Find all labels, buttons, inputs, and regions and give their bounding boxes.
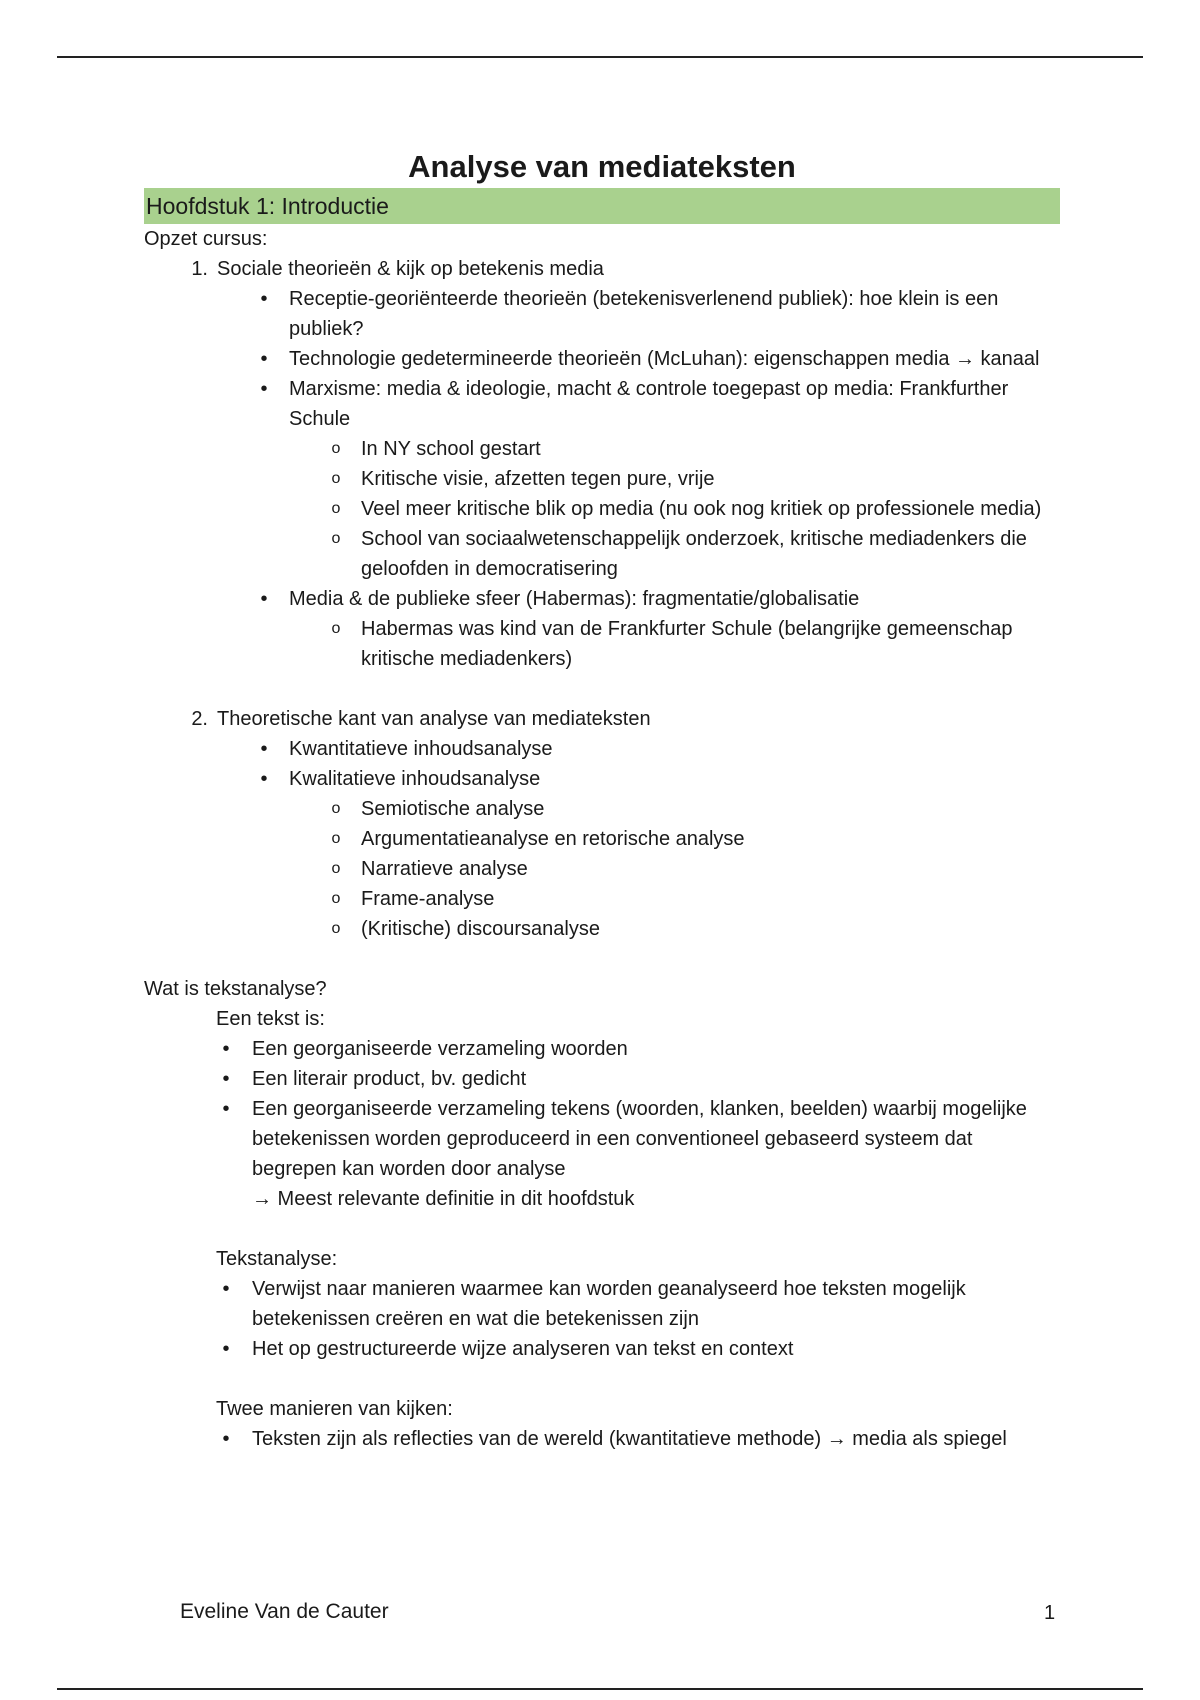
chapter-heading: Hoofdstuk 1: Introductie xyxy=(144,188,1060,224)
bullet-icon: • xyxy=(260,378,268,400)
circle-bullet-icon: o xyxy=(331,470,341,487)
list-item xyxy=(144,1424,1060,1454)
circle-bullet-icon: o xyxy=(331,800,341,817)
list-item-text: Een literair product, bv. gedicht xyxy=(252,1068,527,1090)
header-rule xyxy=(57,56,1143,58)
list-item xyxy=(144,374,1060,434)
sub-list-item xyxy=(144,794,1060,824)
list-item-text: Theoretische kant van analyse van mediateksten xyxy=(217,708,651,730)
spacer xyxy=(144,944,1060,974)
circle-bullet-icon: o xyxy=(331,920,341,937)
list-item-text: Een georganiseerde verzameling woorden xyxy=(252,1038,628,1060)
bullet-icon: • xyxy=(260,348,268,370)
list-item xyxy=(144,584,1060,614)
circle-bullet-icon: o xyxy=(331,620,341,637)
bullet-icon: • xyxy=(260,738,268,760)
intro-text: Een tekst is: xyxy=(216,1008,325,1030)
list-item-text: Media & de publieke sfeer (Habermas): fragmentatie/globalisatie xyxy=(289,588,860,610)
bullet-icon: • xyxy=(222,1278,230,1300)
section-heading-tekstanalyse: Tekstanalyse: xyxy=(216,1248,338,1270)
sub-list-item xyxy=(144,434,1060,464)
list-item-text: Teksten zijn als reflecties van de wereld (kwantitatieve methode) → media als spiegel xyxy=(252,1428,1007,1450)
list-item-text: Receptie-georiënteerde theorieën (betekenisverlenend publiek): hoe klein is een publiek? xyxy=(289,288,999,340)
list-item-text: Kritische visie, afzetten tegen pure, vrije xyxy=(361,468,715,490)
list-item-text: Kwantitatieve inhoudsanalyse xyxy=(289,738,553,760)
list-item-text: Narratieve analyse xyxy=(361,858,528,880)
bullet-icon: • xyxy=(260,288,268,310)
list-item xyxy=(144,764,1060,794)
footer-author: Eveline Van de Cauter xyxy=(180,1600,389,1623)
spacer xyxy=(144,1214,1060,1244)
sub-list-item xyxy=(144,614,1060,674)
list-item-text: Veel meer kritische blik op media (nu ook nog kritiek op professionele media) xyxy=(361,498,1042,520)
list-item-section-1 xyxy=(144,254,1060,284)
spacer xyxy=(144,674,1060,704)
list-item-text: Semiotische analyse xyxy=(361,798,545,820)
bullet-icon: • xyxy=(222,1428,230,1450)
list-item-text: Het op gestructureerde wijze analyseren van tekst en context xyxy=(252,1338,794,1360)
sub-list-item xyxy=(144,854,1060,884)
page-number: 1 xyxy=(1044,1602,1056,1624)
document-title: Analyse van mediateksten xyxy=(408,149,796,184)
list-item xyxy=(144,1274,1060,1334)
list-item-text: Technologie gedetermineerde theorieën (McLuhan): eigenschappen media → kanaal xyxy=(289,348,1040,370)
list-item-text: School van sociaalwetenschappelijk onderzoek, kritische mediadenkers die geloofden in democratisering xyxy=(361,528,1027,580)
section-heading-manieren: Twee manieren van kijken: xyxy=(216,1398,453,1420)
bullet-icon: • xyxy=(222,1098,230,1120)
definition-note: → Meest relevante definitie in dit hoofdstuk xyxy=(252,1188,635,1210)
list-item-text: Sociale theorieën & kijk op betekenis media xyxy=(217,258,604,280)
list-item-text: Marxisme: media & ideologie, macht & controle toegepast op media: Frankfurther Schule xyxy=(289,378,1009,430)
sub-list-item xyxy=(144,824,1060,854)
list-item xyxy=(144,1094,1060,1184)
list-item-section-2 xyxy=(144,704,1060,734)
list-item-text: Verwijst naar manieren waarmee kan worden geanalyseerd hoe teksten mogelijk betekenissen creëren en wat die betekenissen zijn xyxy=(252,1278,966,1330)
list-item-text: Een georganiseerde verzameling tekens (woorden, klanken, beelden) waarbij mogelijke betekenissen worden geproduceerd in een conventioneel gebaseerd systeem dat begrepen kan worden door analyse xyxy=(252,1098,1027,1180)
bullet-icon: • xyxy=(222,1068,230,1090)
list-item-text: Frame-analyse xyxy=(361,888,495,910)
list-item xyxy=(144,1334,1060,1364)
circle-bullet-icon: o xyxy=(331,830,341,847)
list-item-text: In NY school gestart xyxy=(361,438,541,460)
list-item xyxy=(144,344,1060,374)
opzet-label: Opzet cursus: xyxy=(144,228,268,250)
section-heading-wat: Wat is tekstanalyse? xyxy=(144,978,327,1000)
circle-bullet-icon: o xyxy=(331,890,341,907)
circle-bullet-icon: o xyxy=(331,860,341,877)
list-item xyxy=(144,1034,1060,1064)
sub-list-item xyxy=(144,914,1060,944)
bullet-icon: • xyxy=(222,1038,230,1060)
sub-list-item xyxy=(144,524,1060,584)
list-item-text: Habermas was kind van de Frankfurter Schule (belangrijke gemeenschap kritische mediadenkers) xyxy=(361,618,1013,670)
bullet-icon: • xyxy=(222,1338,230,1360)
list-item xyxy=(144,1064,1060,1094)
bullet-icon: • xyxy=(260,768,268,790)
circle-bullet-icon: o xyxy=(331,440,341,457)
circle-bullet-icon: o xyxy=(331,500,341,517)
sub-list-item xyxy=(144,464,1060,494)
footer-rule xyxy=(57,1688,1143,1690)
list-number: 1. xyxy=(191,258,208,280)
list-item-text: (Kritische) discoursanalyse xyxy=(361,918,600,940)
list-number: 2. xyxy=(191,708,208,730)
bullet-icon: • xyxy=(260,588,268,610)
page-content xyxy=(144,146,1060,1454)
list-item-text: Argumentatieanalyse en retorische analyse xyxy=(361,828,745,850)
sub-list-item xyxy=(144,884,1060,914)
sub-list-item xyxy=(144,494,1060,524)
list-item xyxy=(144,284,1060,344)
list-item xyxy=(144,734,1060,764)
spacer xyxy=(144,1364,1060,1394)
list-item-text: Kwalitatieve inhoudsanalyse xyxy=(289,768,541,790)
circle-bullet-icon: o xyxy=(331,530,341,547)
